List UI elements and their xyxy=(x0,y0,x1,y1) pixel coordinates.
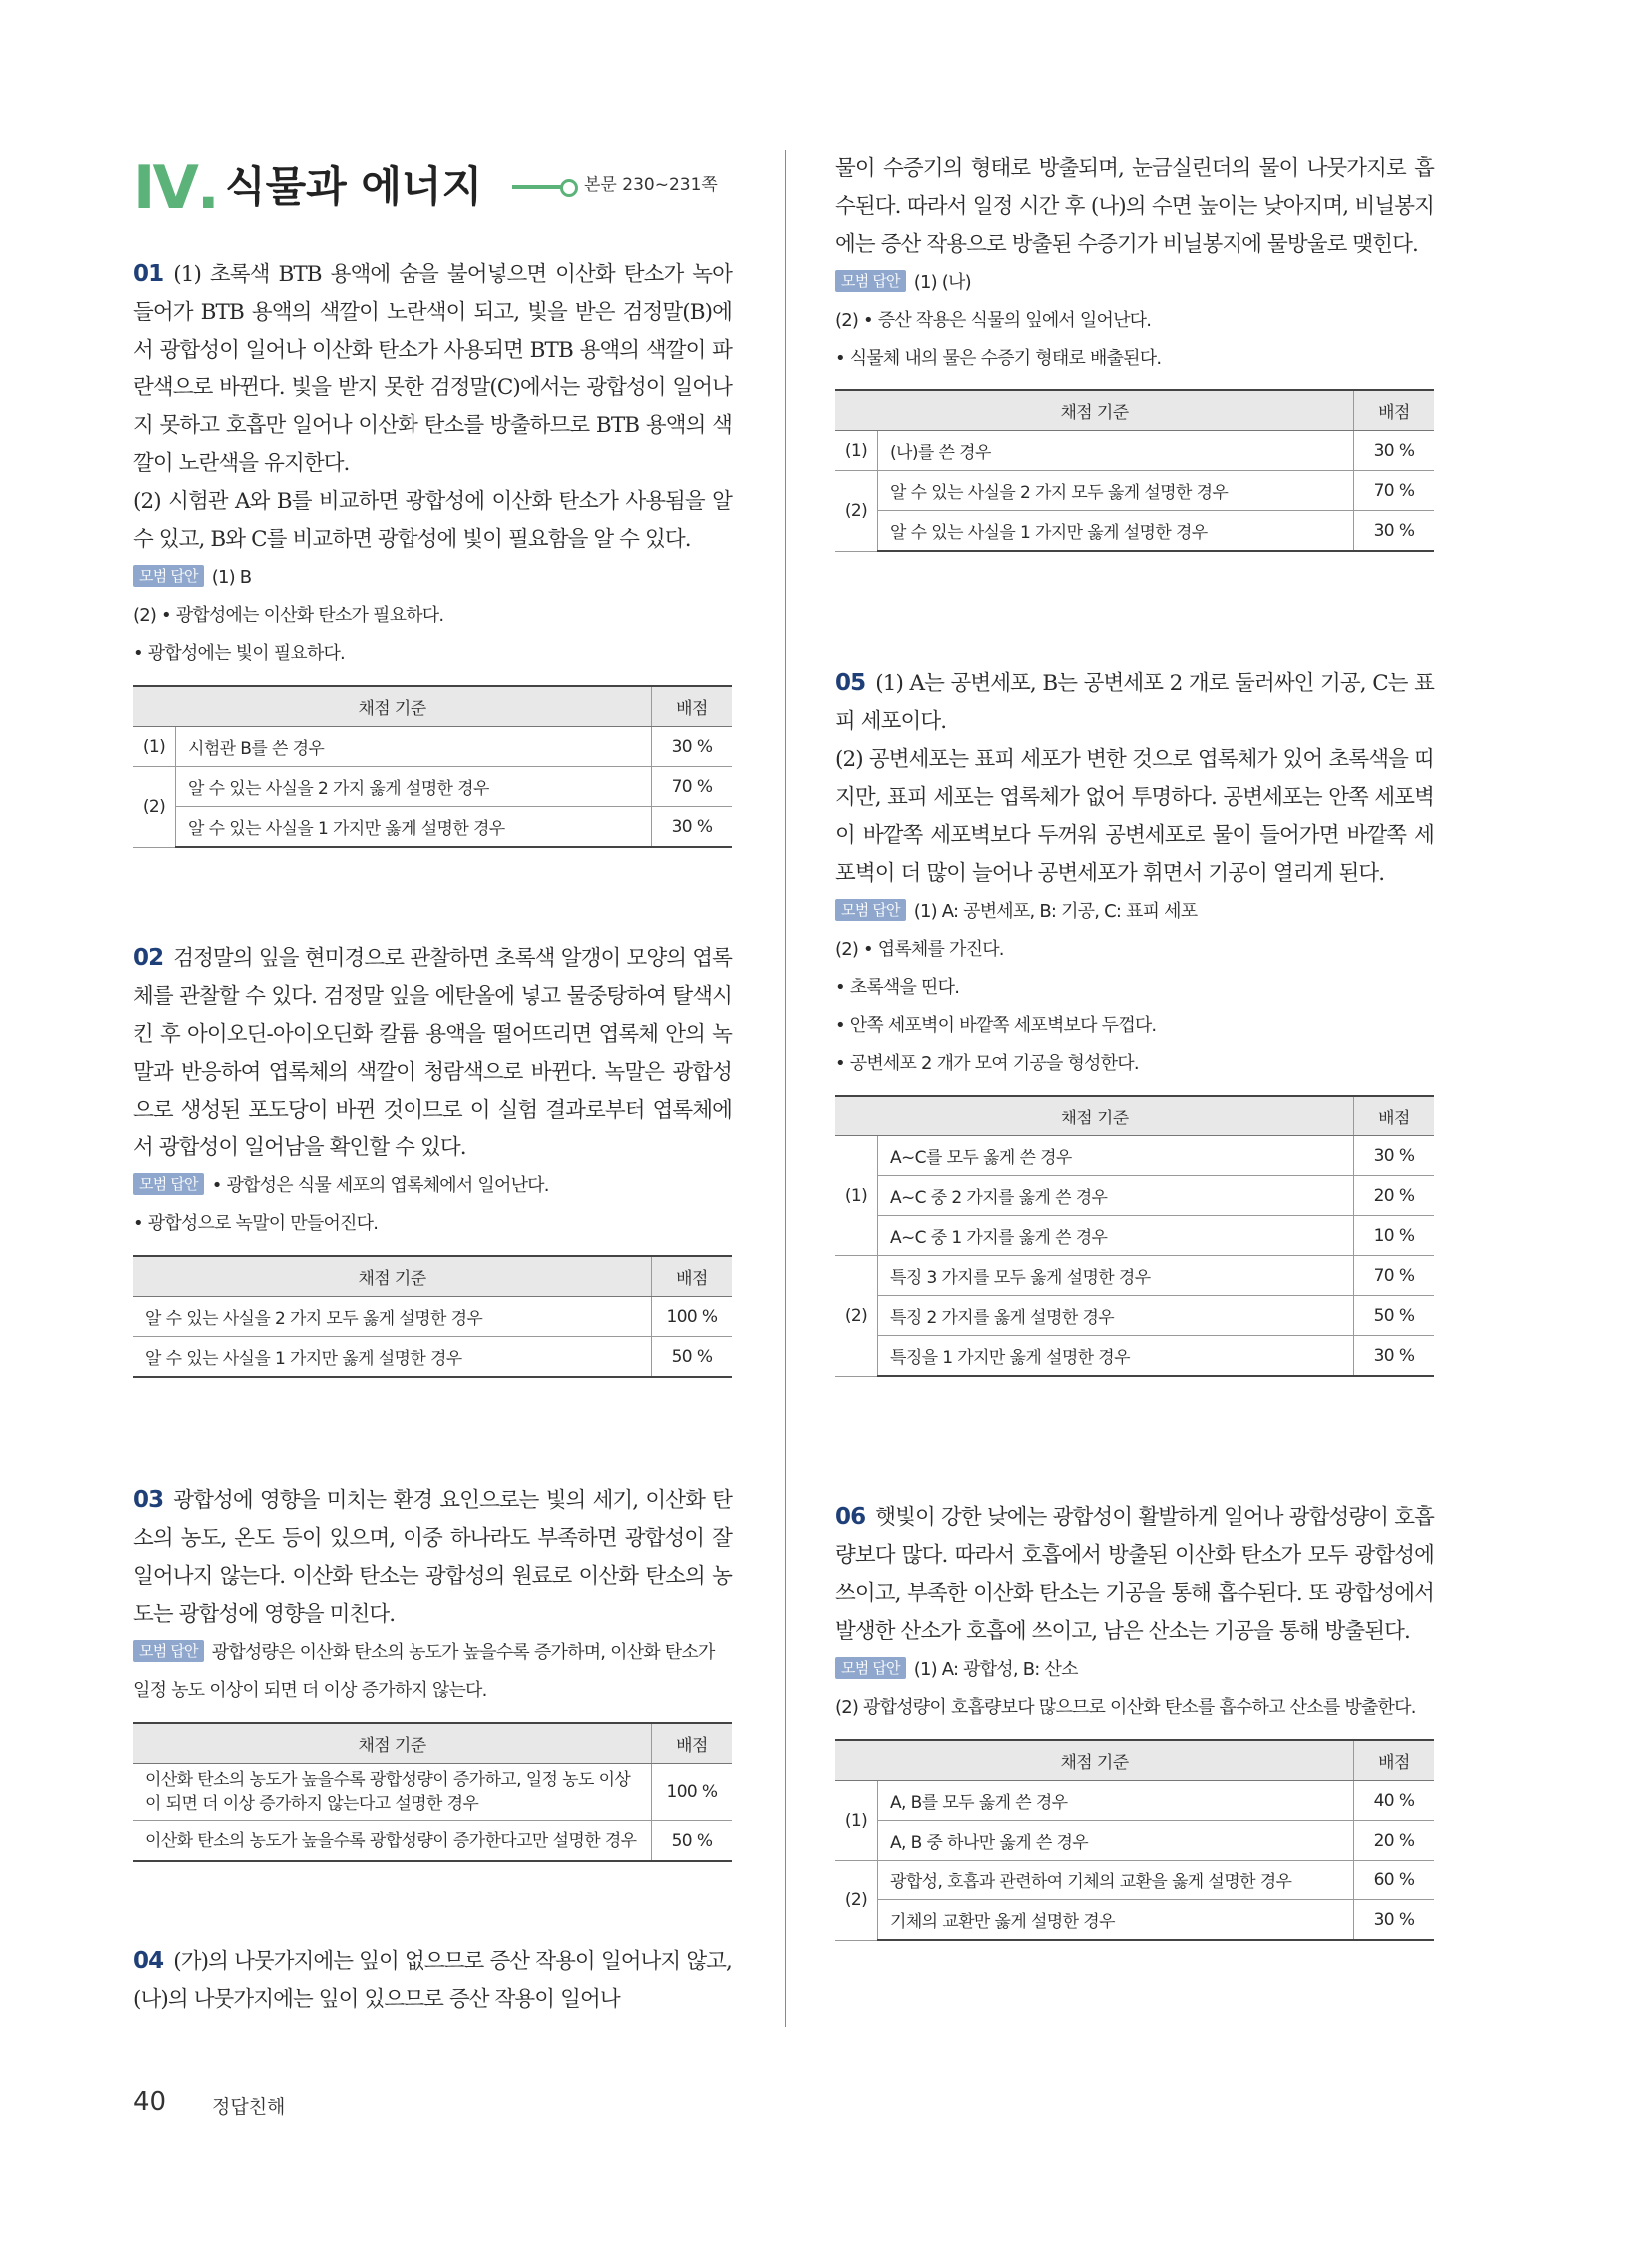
criteria-header: 채점 기준 xyxy=(835,390,1354,431)
page-reference: 본문 230~231쪽 xyxy=(584,175,718,195)
points-cell: 30 % xyxy=(1354,431,1435,471)
scoring-table xyxy=(835,389,1434,552)
scoring-table xyxy=(133,685,732,848)
scoring-table xyxy=(835,1095,1434,1377)
points-cell: 30 % xyxy=(652,807,733,848)
criteria-header: 채점 기준 xyxy=(133,1256,652,1297)
points-header: 배점 xyxy=(652,686,733,727)
model-answer-text: (2) 광합성량이 호흡량보다 많으므로 이산화 탄소를 흡수하고 산소를 방출한다. xyxy=(835,1697,1416,1718)
row-label: (1) xyxy=(835,431,878,471)
table-row xyxy=(835,1900,1434,1941)
criteria-header: 채점 기준 xyxy=(835,1740,1354,1781)
model-answer-text: (1) B xyxy=(211,567,252,588)
table-row xyxy=(133,1337,732,1378)
row-label: (1) xyxy=(133,727,176,767)
points-header: 배점 xyxy=(652,1723,733,1764)
row-label: (1) xyxy=(835,1136,878,1256)
points-cell: 40 % xyxy=(1354,1781,1435,1821)
question-01 xyxy=(133,255,732,848)
table-row xyxy=(835,431,1434,471)
explanation-text: (2) 시험관 A와 B를 비교하면 광합성에 이산화 탄소가 사용됨을 알 수 있고, B와 C를 비교하면 광합성에 빛이 필요함을 알 수 있다. xyxy=(133,489,732,552)
points-cell: 30 % xyxy=(1354,1136,1435,1176)
question-06 xyxy=(835,1498,1434,1941)
row-label: (2) xyxy=(133,767,176,848)
criterion-cell: A~C 중 1 가지를 옳게 쓴 경우 xyxy=(878,1216,1354,1256)
model-answer-text: (2) • 증산 작용은 식물의 잎에서 일어난다. xyxy=(835,310,1152,331)
table-row xyxy=(133,807,732,848)
explanation-text: (가)의 나뭇가지에는 잎이 없으므로 증산 작용이 일어나지 않고, (나)의 나뭇가지에는 잎이 있으므로 증산 작용이 일어나 xyxy=(133,1949,732,2012)
criterion-cell: 알 수 있는 사실을 2 가지 모두 옳게 설명한 경우 xyxy=(133,1297,652,1337)
question-number: 02 xyxy=(133,945,164,971)
points-cell: 70 % xyxy=(1354,1256,1435,1296)
table-row xyxy=(835,471,1434,511)
question-number: 03 xyxy=(133,1487,164,1513)
model-answer-text: • 광합성은 식물 세포의 엽록체에서 일어난다. xyxy=(211,1175,549,1196)
criterion-cell: 특징 2 가지를 옳게 설명한 경우 xyxy=(878,1296,1354,1336)
column-divider xyxy=(785,150,786,2027)
page-number: 40 xyxy=(133,2087,167,2117)
table-row xyxy=(835,1781,1434,1821)
explanation-text: 광합성에 영향을 미치는 환경 요인으로는 빛의 세기, 이산화 탄소의 농도, 온도 등이 있으며, 이중 하나라도 부족하면 광합성이 잘 일어나지 않는다. 이산화 탄소는 광합성의 원료로 이산화 탄소의 농도는 광합성에 영향을 미친다. xyxy=(133,1488,732,1627)
criterion-cell: A, B를 모두 옳게 쓴 경우 xyxy=(878,1781,1354,1821)
criterion-cell: 알 수 있는 사실을 1 가지만 옳게 설명한 경우 xyxy=(133,1337,652,1378)
points-cell: 20 % xyxy=(1354,1821,1435,1861)
points-header: 배점 xyxy=(1354,1096,1435,1136)
criterion-cell: 특징 3 가지를 모두 옳게 설명한 경우 xyxy=(878,1256,1354,1296)
chapter-header xyxy=(133,150,732,230)
table-row xyxy=(133,1764,732,1821)
question-number: 04 xyxy=(133,1948,164,1974)
criterion-cell: (나)를 쓴 경우 xyxy=(878,431,1354,471)
explanation-text: (1) 초록색 BTB 용액에 숨을 불어넣으면 이산화 탄소가 녹아 들어가 BTB 용액의 색깔이 노란색이 되고, 빛을 받은 검정말(B)에서 광합성이 일어나 이산화 탄소가 사용되면 BTB 용액의 색깔이 파란색으로 바뀐다. 빛을 받지 못한 검정말(C)에서는 광합성이 일어나지 못하고 호흡만 일어나 이산화 탄소를 방출하므로 BTB 용액의 색깔이 노란색을 유지한다. xyxy=(133,262,732,476)
criterion-cell: A~C를 모두 옳게 쓴 경우 xyxy=(878,1136,1354,1176)
row-label: (1) xyxy=(835,1781,878,1861)
table-row xyxy=(835,1256,1434,1296)
table-row xyxy=(835,1296,1434,1336)
explanation-text: (2) 공변세포는 표피 세포가 변한 것으로 엽록체가 있어 초록색을 띠지만, 표피 세포는 엽록체가 없어 투명하다. 공변세포는 안쪽 세포벽이 바깥쪽 세포벽보다 두꺼워 공변세포로 물이 들어가면 바깥쪽 세포벽이 더 많이 늘어나 공변세포가 휘면서 기공이 열리게 된다. xyxy=(835,747,1434,886)
points-cell: 100 % xyxy=(652,1297,733,1337)
model-answer-text: • 광합성에는 빛이 필요하다. xyxy=(133,643,345,664)
model-answer-badge: 모범 답안 xyxy=(133,565,204,587)
question-03 xyxy=(133,1481,732,1862)
scoring-table xyxy=(133,1255,732,1378)
chapter-roman-numeral: Ⅳ. xyxy=(133,153,218,223)
footer-label: 정답친해 xyxy=(212,2096,286,2118)
criterion-cell: A~C 중 2 가지를 옳게 쓴 경우 xyxy=(878,1176,1354,1216)
table-row xyxy=(133,767,732,807)
explanation-text: (1) A는 공변세포, B는 공변세포 2 개로 둘러싸인 기공, C는 표피 세포이다. xyxy=(835,671,1434,734)
points-cell: 70 % xyxy=(652,767,733,807)
table-row xyxy=(835,1216,1434,1256)
criteria-header: 채점 기준 xyxy=(835,1096,1354,1136)
chapter-title: 식물과 에너지 xyxy=(225,162,483,211)
points-header: 배점 xyxy=(1354,390,1435,431)
header-bullet-icon xyxy=(560,179,578,197)
points-cell: 50 % xyxy=(1354,1296,1435,1336)
model-answer-text: (1) (나) xyxy=(913,272,971,293)
points-header: 배점 xyxy=(1354,1740,1435,1781)
row-label: (2) xyxy=(835,1256,878,1377)
explanation-text: 물이 수증기의 형태로 방출되며, 눈금실린더의 물이 나뭇가지로 흡수된다. 따라서 일정 시간 후 (나)의 수면 높이는 낮아지며, 비닐봉지에는 증산 작용으로 방출된 수증기가 비닐봉지에 물방울로 맺힌다. xyxy=(835,156,1434,257)
points-cell: 30 % xyxy=(1354,511,1435,552)
table-row xyxy=(133,1297,732,1337)
explanation-text: 햇빛이 강한 낮에는 광합성이 활발하게 일어나 광합성량이 호흡량보다 많다. 따라서 호흡에서 방출된 이산화 탄소가 모두 광합성에 쓰이고, 부족한 이산화 탄소는 기공을 통해 흡수된다. 또 광합성에서 발생한 산소가 호흡에 쓰이고, 남은 산소는 기공을 통해 방출된다. xyxy=(835,1505,1434,1644)
question-number: 05 xyxy=(835,670,866,696)
model-answer-badge: 모범 답안 xyxy=(133,1173,204,1195)
points-cell: 50 % xyxy=(652,1337,733,1378)
table-row xyxy=(835,1176,1434,1216)
model-answer-badge: 모범 답안 xyxy=(835,1657,906,1679)
question-05 xyxy=(835,664,1434,1377)
criterion-cell: 기체의 교환만 옳게 설명한 경우 xyxy=(878,1900,1354,1941)
model-answer-text: • 공변세포 2 개가 모여 기공을 형성한다. xyxy=(835,1053,1139,1074)
table-row xyxy=(133,1821,732,1862)
points-cell: 30 % xyxy=(1354,1900,1435,1941)
model-answer-text: • 초록색을 띤다. xyxy=(835,977,960,998)
table-row xyxy=(835,1861,1434,1900)
criterion-cell: 특징을 1 가지만 옳게 설명한 경우 xyxy=(878,1336,1354,1377)
points-cell: 20 % xyxy=(1354,1176,1435,1216)
model-answer-text: (2) • 엽록체를 가진다. xyxy=(835,939,1004,960)
model-answer-text: 광합성량은 이산화 탄소의 농도가 높을수록 증가하며, 이산화 탄소가 일정 농도 이상이 되면 더 이상 증가하지 않는다. xyxy=(133,1642,715,1701)
points-cell: 60 % xyxy=(1354,1861,1435,1900)
scoring-table xyxy=(133,1722,732,1862)
criterion-cell: 알 수 있는 사실을 1 가지만 옳게 설명한 경우 xyxy=(176,807,652,848)
scoring-table xyxy=(835,1739,1434,1941)
points-cell: 50 % xyxy=(652,1821,733,1862)
model-answer-text: • 안쪽 세포벽이 바깥쪽 세포벽보다 두껍다. xyxy=(835,1015,1157,1036)
points-header: 배점 xyxy=(652,1256,733,1297)
table-row xyxy=(835,1336,1434,1377)
criterion-cell: 이산화 탄소의 농도가 높을수록 광합성량이 증가한다고만 설명한 경우 xyxy=(133,1821,652,1862)
table-row xyxy=(835,1821,1434,1861)
question-04-continued xyxy=(835,150,1434,552)
criteria-header: 채점 기준 xyxy=(133,686,652,727)
model-answer-badge: 모범 답안 xyxy=(133,1640,204,1662)
criterion-cell: 알 수 있는 사실을 1 가지만 옳게 설명한 경우 xyxy=(878,511,1354,552)
points-cell: 30 % xyxy=(652,727,733,767)
question-number: 06 xyxy=(835,1504,866,1530)
question-04 xyxy=(133,1942,732,2019)
model-answer-badge: 모범 답안 xyxy=(835,899,906,921)
table-row xyxy=(835,1136,1434,1176)
criteria-header: 채점 기준 xyxy=(133,1723,652,1764)
criterion-cell: 이산화 탄소의 농도가 높을수록 광합성량이 증가하고, 일정 농도 이상이 되면 더 이상 증가하지 않는다고 설명한 경우 xyxy=(133,1764,652,1821)
model-answer-badge: 모범 답안 xyxy=(835,270,906,292)
question-number: 01 xyxy=(133,261,164,287)
model-answer-text: • 광합성으로 녹말이 만들어진다. xyxy=(133,1213,379,1234)
points-cell: 70 % xyxy=(1354,471,1435,511)
table-row xyxy=(133,727,732,767)
model-answer-text: (1) A: 공변세포, B: 기공, C: 표피 세포 xyxy=(913,901,1198,922)
header-connector-line xyxy=(512,185,564,189)
question-02 xyxy=(133,939,732,1378)
criterion-cell: 광합성, 호흡과 관련하여 기체의 교환을 옳게 설명한 경우 xyxy=(878,1861,1354,1900)
model-answer-text: (1) A: 광합성, B: 산소 xyxy=(913,1659,1078,1680)
points-cell: 30 % xyxy=(1354,1336,1435,1377)
explanation-text: 검정말의 잎을 현미경으로 관찰하면 초록색 알갱이 모양의 엽록체를 관찰할 수 있다. 검정말 잎을 에탄올에 넣고 물중탕하여 탈색시킨 후 아이오딘-아이오딘화 칼륨 용액을 떨어뜨리면 엽록체 안의 녹말과 반응하여 엽록체의 색깔이 청람색으로 바뀐다. 녹말은 광합성으로 생성된 포도당이 바뀐 것이므로 이 실험 결과로부터 엽록체에서 광합성이 일어남을 확인할 수 있다. xyxy=(133,946,732,1160)
row-label: (2) xyxy=(835,1861,878,1941)
points-cell: 100 % xyxy=(652,1764,733,1821)
model-answer-text: (2) • 광합성에는 이산화 탄소가 필요하다. xyxy=(133,605,444,626)
criterion-cell: A, B 중 하나만 옳게 쓴 경우 xyxy=(878,1821,1354,1861)
criterion-cell: 알 수 있는 사실을 2 가지 옳게 설명한 경우 xyxy=(176,767,652,807)
points-cell: 10 % xyxy=(1354,1216,1435,1256)
criterion-cell: 시험관 B를 쓴 경우 xyxy=(176,727,652,767)
row-label: (2) xyxy=(835,471,878,552)
criterion-cell: 알 수 있는 사실을 2 가지 모두 옳게 설명한 경우 xyxy=(878,471,1354,511)
model-answer-text: • 식물체 내의 물은 수증기 형태로 배출된다. xyxy=(835,348,1162,369)
table-row xyxy=(835,511,1434,552)
